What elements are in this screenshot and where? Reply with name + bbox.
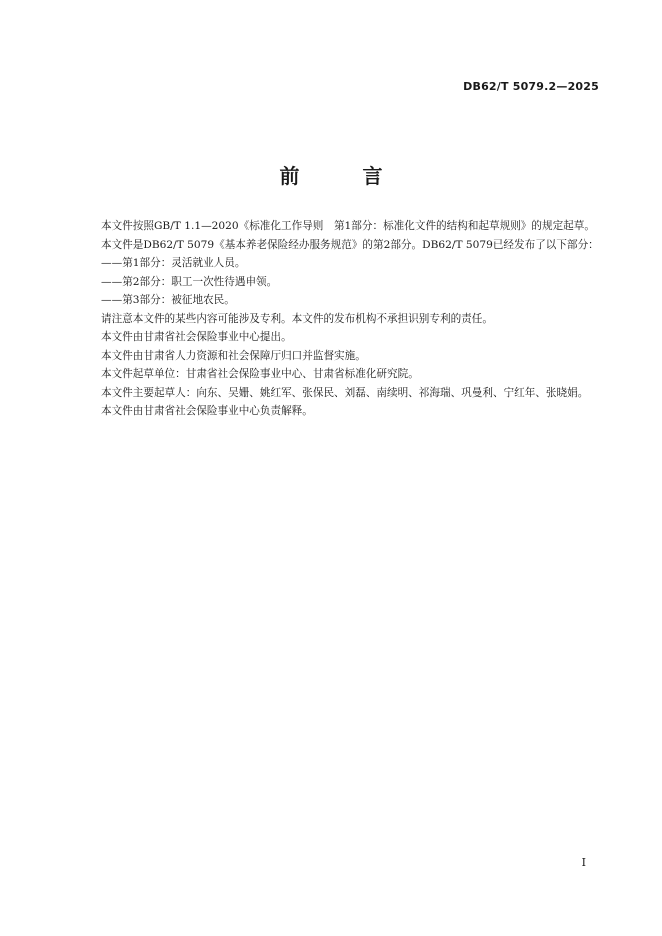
- paragraph-proposer: 本文件由甘肃省社会保险事业中心提出。: [101, 331, 292, 343]
- paragraph-drafters: 本文件主要起草人：向东、吴姗、姚红军、张保民、刘磊、南续明、祁海瑞、巩曼利、宁红年、张晓娟。: [101, 386, 589, 399]
- paragraph-drafting-rules: 本文件按照GB/T 1.1—2020《标准化工作导则 第1部分：标准化文件的结构和起草规则》的规定起草。: [101, 220, 595, 232]
- paragraph-interpretation: 本文件由甘肃省社会保险事业中心负责解释。: [101, 405, 313, 417]
- paragraph-series-info: 本文件是DB62/T 5079《基本养老保险经办服务规范》的第2部分。DB62/T 5079已经发布了以下部分：: [101, 238, 599, 251]
- document-body: [80, 217, 605, 421]
- page-number: I: [581, 856, 586, 869]
- paragraph-patent-notice: 请注意本文件的某些内容可能涉及专利。本文件的发布机构不承担识别专利的责任。: [101, 312, 493, 325]
- paragraph-drafting-units: 本文件起草单位：甘肃省社会保险事业中心、甘肃省标准化研究院。: [101, 368, 419, 380]
- page-title: 前 言: [279, 164, 411, 188]
- list-item-part-2: ——第2部分：职工一次性待遇申领。: [101, 275, 278, 288]
- document-code: DB62/T 5079.2—2025: [463, 80, 599, 93]
- paragraph-supervisor: 本文件由甘肃省人力资源和社会保障厅归口并监督实施。: [101, 349, 366, 362]
- list-item-part-1: ——第1部分：灵活就业人员。: [101, 257, 246, 269]
- list-item-part-3: ——第3部分：被征地农民。: [101, 294, 235, 306]
